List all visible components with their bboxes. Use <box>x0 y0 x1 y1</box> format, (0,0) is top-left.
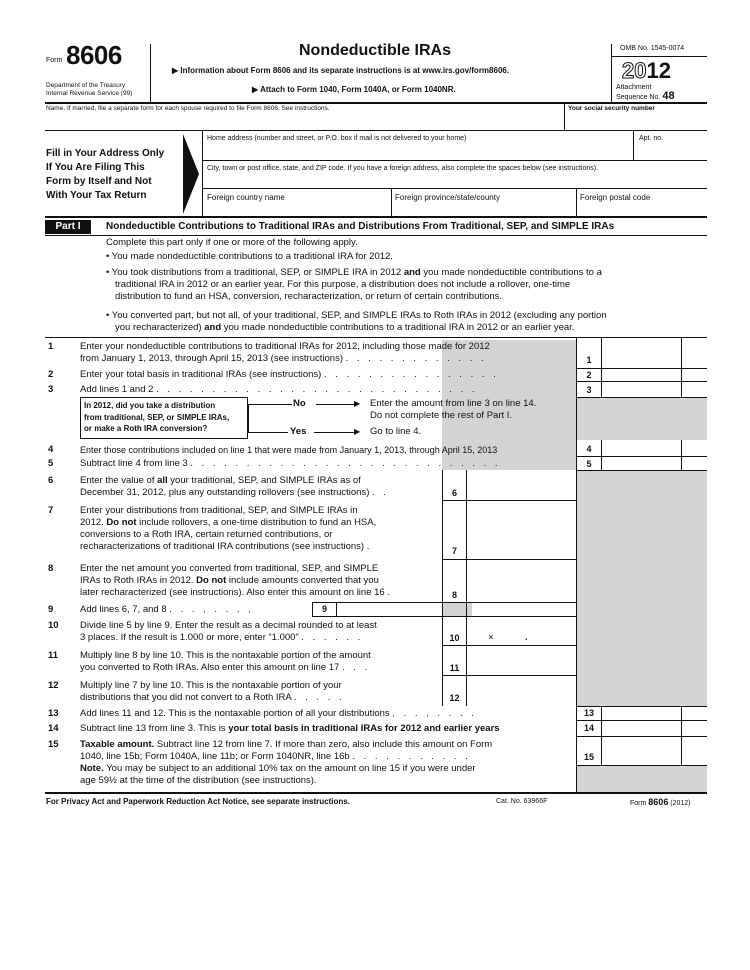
line-1-text: Enter your nondeductible contributions to traditional IRAs for 2012, including those made for 2012 from January 1, 2013, through April 15, 2013 (see instructions) . . . . . . . . . . . . . <box>80 341 490 364</box>
foreign-province-label: Foreign province/state/county <box>395 193 500 202</box>
line-number: 9 <box>48 604 54 615</box>
line-10-text: Divide line 5 by line 9. Enter the result as a decimal rounded to at least 3 places. If the result is 1.000 or more, enter “1.000” . . . . . . <box>80 620 377 643</box>
box-number: 12 <box>449 693 460 703</box>
line-number: 14 <box>48 723 59 734</box>
line-5-amount[interactable] <box>603 457 680 469</box>
box-number: 4 <box>586 444 592 454</box>
box-number: 7 <box>451 546 457 556</box>
line-number: 2 <box>48 369 54 380</box>
form-number: 8606 <box>66 40 122 70</box>
line-7-text: Enter your distributions from traditional, SEP, and SIMPLE IRAs in 2012. Do not include rollovers, a one-time distribution to fund an HSA, conversions to a Roth IRA, certain returned contributions, or recharacterizations of traditional IRA contributions (see instructions) . <box>80 505 377 552</box>
arrow-right-icon: ▶ <box>172 66 179 75</box>
line-11-text: Multiply line 8 by line 10. This is the nontaxable portion of the amount you converted to Roth IRAs. Also enter this amount on line 17 . . . <box>80 650 371 673</box>
line-number: 13 <box>48 708 59 719</box>
home-address-label: Home address (number and street, or P.O. box if mail is not delivered to your home) <box>207 135 467 142</box>
box-number: 13 <box>583 708 594 718</box>
foreign-postal-label: Foreign postal code <box>580 193 651 202</box>
question-box: In 2012, did you take a distribution from traditional, SEP, or SIMPLE IRAs, or make a Roth IRA conversion? <box>80 397 248 439</box>
line-11-amount[interactable] <box>468 661 575 674</box>
arrow-right-icon: ▶ <box>354 427 361 436</box>
line-3-amount[interactable] <box>603 384 680 396</box>
ssn-field[interactable] <box>566 115 706 129</box>
line-number: 7 <box>48 505 54 516</box>
line-3-text: Add lines 1 and 2 . . . . . . . . . . . . . . . . . . . . . . . . . . . . . <box>80 384 478 395</box>
bullet-2: • You took distributions from a traditional, SEP, or SIMPLE IRA in 2012 and you made nondeductible contributions to a traditional IRA in 2012 or an earlier year. For this purpose, a distribution does not include a rollover, one-time distribution to fund an HSA, conversion, recharacterization, or return of certain contributions. <box>106 267 602 302</box>
dept-line-2: Internal Revenue Service (99) <box>46 90 133 97</box>
apt-label: Apt. no. <box>639 135 664 142</box>
box-number: 9 <box>321 604 327 614</box>
yes-label: Yes <box>290 426 307 437</box>
form-footer: Form 8606 (2012) <box>630 797 691 807</box>
no-label: No <box>293 398 306 409</box>
city-field[interactable] <box>205 174 705 186</box>
line-2-text: Enter your total basis in traditional IRAs (see instructions) . . . . . . . . . . . . . . . . <box>80 369 499 380</box>
box-number: 15 <box>583 752 594 762</box>
line-number: 12 <box>48 680 59 691</box>
omb-number: OMB No. 1545-0074 <box>620 45 685 52</box>
line-13-amount[interactable] <box>603 707 680 719</box>
catalog-number: Cat. No. 63966F <box>496 798 548 805</box>
line-number: 3 <box>48 384 54 395</box>
line-4-amount[interactable] <box>603 443 680 455</box>
line-1-cents[interactable] <box>682 355 706 367</box>
line-12-amount[interactable] <box>468 691 575 704</box>
box-number: 11 <box>449 663 460 673</box>
line-9-text: Add lines 6, 7, and 8 . . . . . . . . <box>80 604 254 615</box>
home-address-field[interactable] <box>205 145 630 157</box>
line-number: 10 <box>48 620 59 631</box>
box-number: 8 <box>451 590 457 600</box>
foreign-country-field[interactable] <box>205 203 388 215</box>
arrow-right-icon: ▶ <box>354 399 361 408</box>
yes-instructions: Go to line 4. <box>370 426 422 437</box>
address-instructions: Fill in Your Address Only If You Are Filing This Form by Itself and Not With Your Tax Return <box>46 148 165 201</box>
line-number: 6 <box>48 475 54 486</box>
line-10-amount[interactable] <box>468 631 575 644</box>
line-14-text: Subtract line 13 from line 3. This is your total basis in traditional IRAs for 2012 and earlier years <box>80 723 500 734</box>
ssn-label: Your social security number <box>568 105 655 112</box>
part-badge: Part I <box>45 220 91 234</box>
line-6-amount[interactable] <box>468 486 575 499</box>
foreign-postal-field[interactable] <box>578 203 706 215</box>
foreign-country-label: Foreign country name <box>207 193 285 202</box>
name-field[interactable] <box>46 115 562 129</box>
form-word: Form <box>46 57 63 64</box>
form-title: Nondeductible IRAs <box>298 42 451 59</box>
box-number: 14 <box>583 723 594 733</box>
no-instructions: Enter the amount from line 3 on line 14. Do not complete the rest of Part I. <box>370 398 537 421</box>
line-number: 5 <box>48 458 54 469</box>
box-number: 3 <box>586 385 592 395</box>
line-5-text: Subtract line 4 from line 3 . . . . . . . . . . . . . . . . . . . . . . . . . . . . <box>80 458 501 469</box>
line-9-amount[interactable] <box>338 603 441 615</box>
privacy-notice: For Privacy Act and Paperwork Reduction Act Notice, see separate instructions. <box>46 797 350 806</box>
part-intro: Complete this part only if one or more of the following apply. <box>106 237 358 248</box>
line-8-text: Enter the net amount you converted from traditional, SEP, and SIMPLE IRAs to Roth IRAs in 2012. Do not include amounts converted that you later recharacterized (see instructions). Also enter this amount on line 16 . <box>80 563 393 598</box>
info-line: ▶ Information about Form 8606 and its separate instructions is at www.irs.gov/form8606. <box>172 66 510 75</box>
line-number: 4 <box>48 444 54 455</box>
line-2-amount[interactable] <box>603 369 680 381</box>
box-number: 5 <box>586 459 592 469</box>
attachment-sequence: Attachment Sequence No. 48 <box>616 84 675 102</box>
line-13-text: Add lines 11 and 12. This is the nontaxable portion of all your distributions . . . . . . . . <box>80 708 477 719</box>
line-14-amount[interactable] <box>603 722 680 735</box>
line-1-amount[interactable] <box>603 355 680 367</box>
decimal-point: . <box>525 632 528 643</box>
tax-year: 2012 <box>622 58 671 83</box>
line-number: 15 <box>48 739 59 750</box>
apt-field[interactable] <box>636 145 706 157</box>
arrow-right-icon: ▶ <box>252 85 259 94</box>
name-label: Name. If married, file a separate form for each spouse required to file Form 8606. See instructions. <box>46 105 330 112</box>
line-6-text: Enter the value of all your traditional, SEP, and SIMPLE IRAs as of December 31, 2012, plus any outstanding rollovers (see instructions) . . <box>80 475 389 498</box>
line-number: 1 <box>48 341 54 352</box>
bullet-3: • You converted part, but not all, of your traditional, SEP, and SIMPLE IRAs to Roth IRAs in 2012 (excluding any portion you recharacterized) and you made nondeductible contributions to a traditional IRA in 2012 or an earlier year. <box>106 310 607 333</box>
line-15-amount[interactable] <box>603 751 680 764</box>
line-4-text: Enter those contributions included on line 1 that were made from January 1, 2013, through April 15, 2013 <box>80 445 498 455</box>
box-number: 6 <box>451 488 457 498</box>
part-title: Nondeductible Contributions to Traditional IRAs and Distributions From Traditional, SEP, and SIMPLE IRAs <box>106 221 615 232</box>
line-number: 8 <box>48 563 54 574</box>
line-12-text: Multiply line 7 by line 10. This is the nontaxable portion of your distributions that you did not convert to a Roth IRA . . . . . <box>80 680 345 703</box>
line-number: 11 <box>48 650 59 661</box>
attach-line: ▶ Attach to Form 1040, Form 1040A, or Form 1040NR. <box>252 85 456 94</box>
pointer-arrow-icon <box>183 134 199 214</box>
dept-line-1: Department of the Treasury <box>46 82 126 89</box>
box-number: 1 <box>586 355 592 365</box>
box-number: 10 <box>449 633 460 643</box>
bullet-1: • You made nondeductible contributions to a traditional IRA for 2012. <box>106 251 393 262</box>
line-7-amount[interactable] <box>468 545 575 558</box>
line-15-text: Taxable amount. Subtract line 12 from line 7. If more than zero, also include this amount on Form 1040, line 15b; Form 1040A, line 11b; or Form 1040NR, line 16b . . . . . . . . . . . Note. You may be subject to an additional 10% tax on the amount on line 15 if you were under age 59½ at the time of the distribution (see instructions). <box>80 739 493 786</box>
foreign-province-field[interactable] <box>393 203 573 215</box>
box-number: 2 <box>586 370 592 380</box>
multiply-sign: × <box>488 632 494 643</box>
city-label: City, town or post office, state, and ZIP code. If you have a foreign address, also complete the spaces below (see instructions). <box>207 165 599 172</box>
line-8-amount[interactable] <box>468 588 575 601</box>
